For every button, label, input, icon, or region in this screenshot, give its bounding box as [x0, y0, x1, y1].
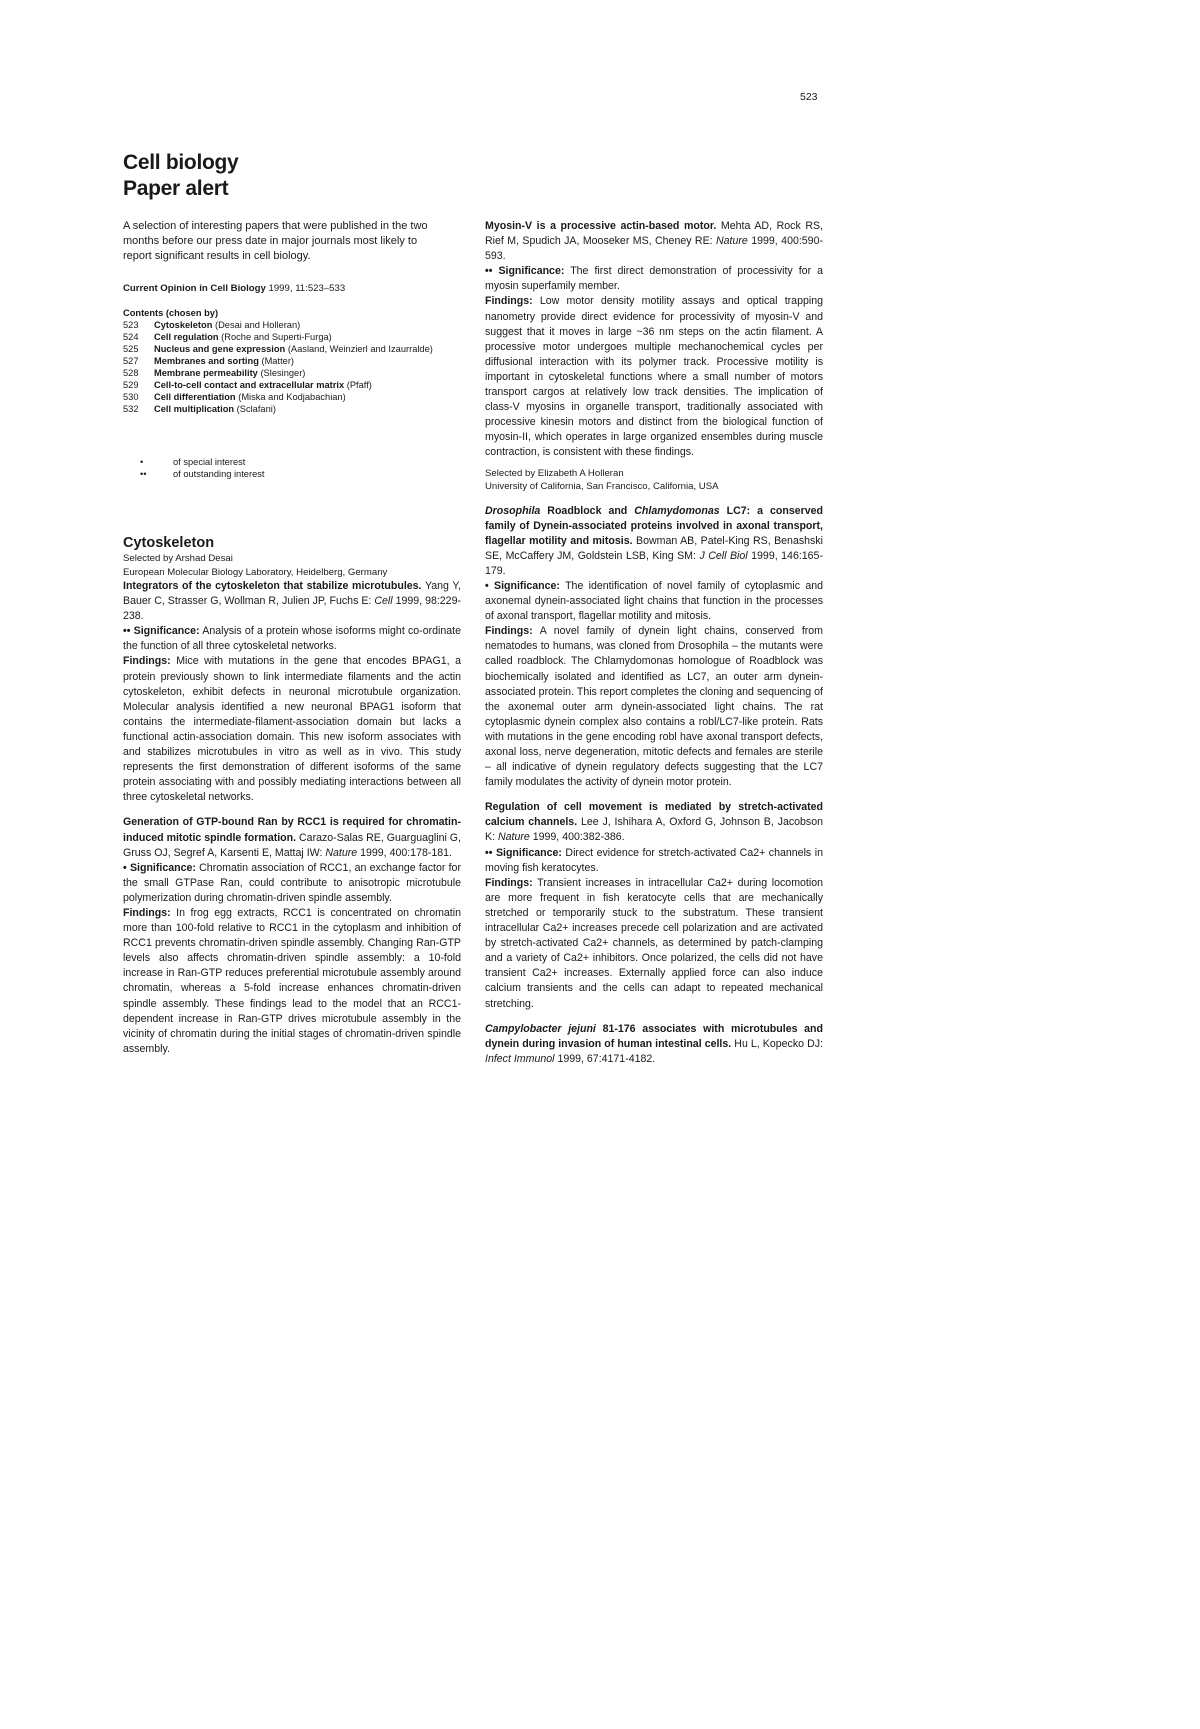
contents-item	[123, 355, 453, 367]
paper-title: Integrators of the cytoskeleton that stabilize microtubules.	[123, 580, 422, 592]
findings-text: Mice with mutations in the gene that encodes BPAG1, a protein previously shown to link intermediate filaments and the actin cytoskeleton, exhibit defects in neuronal microtubule organization. Molecular analysis identified a new neuronal BPAG1 isoform that contains the intermediate-filament-association domain but lacks a functional actin-association domain. This new isoform associates with and stabilizes microtubules in vitro as well as in vivo. This study represents the first demonstration of different isoforms of the same protein associating with and possibly mediating interactions between all three cytoskeletal networks.	[123, 655, 461, 804]
contents-editors: (Slesinger)	[260, 368, 306, 378]
paper-journal: Nature	[325, 846, 358, 859]
contents-entry	[154, 319, 453, 331]
findings-text: Low motor density motility assays and optical trapping nanometry provide direct evidence for processivity of myosin-V and suggest that it moves in large ~36 nm steps on the actin filament. A processive motor undergoes multiple mechanochemical cycles per diffusional interaction with its polymer track. Processive motility is important in cytoskeletal functions where a small number of motors transport cargos at relatively low track densities. The implication of class-V myosins in organelle transport, traditionally associated with processive kinesin motors and distinct from the biological function of myosin-II, which operates in large organized ensembles during muscle contraction, is consistent with these findings.	[485, 295, 823, 459]
paper-entry	[123, 815, 461, 1057]
contents-editors: (Pfaff)	[346, 380, 372, 390]
findings-text: In frog egg extracts, RCC1 is concentrated on chromatin more than 100-fold relative to RCC1 in the cytoplasm and inhibition of RCC1 prevents chromatin-driven spindle assembly. Changing Ran-GTP levels also affects chromatin-driven spindle assembly: a 10-fold increase in Ran-GTP reduces preferential microtubule assembly around chromatin, whereas a 5-fold increase enhances chromatin-driven spindle assembly. These findings lead to the model that an RCC1-dependent increase in Ran-GTP drives microtubule assembly in the vicinity of chromatin during the initial stages of chromatin-driven spindle assembly.	[123, 906, 461, 1055]
contents-item	[123, 343, 453, 355]
significance-label: Significance:	[498, 265, 565, 278]
contents-item	[123, 403, 453, 415]
column-affiliation: University of California, San Francisco, California, USA	[485, 481, 719, 492]
section-title: Cytoskeleton	[123, 535, 215, 551]
section-selected-by: Selected by Arshad Desai	[123, 553, 233, 564]
significance-text: Chromatin association of RCC1, an exchange factor for the small GTPase Ran, could contribute to anisotropic microtubule polymerization during chromatin-driven spindle assembly.	[123, 861, 461, 904]
section-affiliation: European Molecular Biology Laboratory, Heidelberg, Germany	[123, 566, 388, 578]
contents-item	[123, 391, 453, 403]
significance-mark: ••	[123, 625, 131, 638]
paper-significance	[485, 264, 823, 294]
contents-editors: (Desai and Holleran)	[214, 320, 301, 330]
legend	[140, 456, 264, 480]
paper-entry	[485, 504, 823, 791]
significance-label: Significance:	[494, 579, 560, 592]
left-column	[123, 534, 461, 1067]
page-number: 523	[800, 91, 818, 103]
contents-entry	[154, 391, 453, 403]
paper-significance	[123, 861, 461, 906]
significance-label: Significance:	[133, 625, 200, 638]
right-column	[485, 219, 823, 1077]
contents-list	[123, 307, 453, 415]
column-selected-by: Selected by Elizabeth A Holleran	[485, 467, 624, 479]
paper-reference	[485, 219, 823, 264]
paper-significance	[123, 624, 461, 654]
title-line-2: Paper alert	[123, 177, 229, 200]
paper-journal: Nature	[716, 235, 748, 248]
title-line-1: Cell biology	[123, 151, 239, 174]
findings-text: Transient increases in intracellular Ca2+ during locomotion are more frequent in fish keratocyte cells that are mechanically stretched or temporarily stuck to the substratum. These transient intracellular Ca2+ increases precede cell polarization and are activated by stretch-activated Ca2+ channels, as determined by patch-clamping and a variety of Ca2+ inhibitors. Once polarized, the cells did not have transient Ca2+ increases. Externally applied force can also induce calcium transients and the cells can adapt to repeated mechanical stretching.	[485, 876, 823, 1010]
paper-year: 1999,	[751, 235, 778, 248]
paper-title: Regulation of cell movement is mediated by stretch-activated calcium channels.	[485, 801, 823, 829]
paper-journal: Infect Immunol	[485, 1052, 555, 1065]
paper-volume-pages: 98:229-238.	[123, 595, 461, 623]
significance-label: Significance:	[129, 861, 196, 874]
contents-item	[123, 379, 453, 391]
paper-title: Myosin-V is a processive actin-based motor.	[485, 220, 717, 232]
paper-significance	[485, 579, 823, 624]
contents-page: 528	[123, 368, 139, 378]
paper-authors: Yang Y, Bauer C, Strasser G, Wollman R, Julien JP, Fuchs E:	[123, 580, 461, 608]
contents-item	[123, 331, 453, 343]
paper-title-part: LC7: a conserved family of Dynein-associated proteins involved in axonal transport, flagellar motility and mitosis.	[485, 504, 823, 547]
legend-row	[140, 456, 264, 468]
findings-label: Findings:	[485, 295, 533, 308]
paper-year: 1999,	[395, 595, 423, 608]
contents-page: 532	[123, 404, 139, 414]
contents-editors: (Roche and Superti-Furga)	[221, 332, 332, 342]
journal-citation	[123, 283, 463, 294]
citation-details: 1999, 11:523–533	[268, 283, 346, 294]
intro-text: A selection of interesting papers that were published in the two months before our press date in major journals most likely to report significant results in cell biology.	[123, 220, 428, 263]
paper-authors: Carazo-Salas RE, Guarguaglini G, Gruss OJ, Segref A, Karsenti E, Mattaj IW:	[123, 831, 461, 859]
contents-entry	[154, 355, 453, 367]
page-title	[123, 150, 238, 202]
paper-volume-pages: 146:165-179.	[485, 549, 823, 577]
significance-mark: •	[123, 861, 127, 874]
significance-text: The first direct demonstration of processivity for a myosin superfamily member.	[485, 265, 823, 293]
paper-authors: Bowman AB, Patel-King RS, Benashski SE, McCaffery JM, Goldstein LSB, King SM:	[485, 534, 823, 562]
legend-symbol: ••	[140, 469, 147, 479]
paper-findings	[485, 624, 823, 790]
contents-editors: (Aasland, Weinzierl and Izaurralde)	[287, 344, 433, 354]
significance-mark: ••	[485, 265, 493, 278]
contents-page: 529	[123, 380, 139, 390]
contents-topic: Nucleus and gene expression	[154, 344, 286, 354]
significance-label: Significance:	[495, 846, 562, 859]
paper-authors: Lee J, Ishihara A, Oxford G, Johnson B, Jacobson K:	[485, 816, 823, 844]
contents-page: 524	[123, 332, 139, 342]
paper-reference	[485, 800, 823, 845]
contents-entry	[154, 343, 453, 355]
citation-journal: Current Opinion in Cell Biology	[123, 283, 266, 294]
significance-text: The identification of novel family of cytoplasmic and axonemal dynein-associated light chains that function in the processes of axonal transport, flagellar motility and mitosis.	[485, 579, 823, 623]
contents-page: 530	[123, 392, 139, 402]
contents-page: 525	[123, 344, 139, 354]
contents-page: 523	[123, 320, 139, 330]
contents-item	[123, 367, 453, 379]
paper-reference	[485, 504, 823, 579]
paper-volume-pages: 400:590-593.	[485, 235, 823, 263]
significance-text: Direct evidence for stretch-activated Ca2+ channels in moving fish keratocytes.	[485, 846, 823, 874]
significance-text: Analysis of a protein whose isoforms might co-ordinate the function of all three cytoskeletal networks.	[123, 625, 461, 653]
findings-text: A novel family of dynein light chains, conserved from nematodes to humans, was cloned from Drosophila – the mutants were called roadblock. The Chlamydomonas homologue of Roadblock was biochemically isolated and identified as LC7, an outer arm dynein-associated protein. This report completes the cloning and sequencing of the axonemal outer arm dynein-associated light chains. The rat cytoplasmic dynein complex also contains a robl/LC7-like protein. Rats with mutations in the gene encoding robl have axonal transport defects, axonal loss, nerve degeneration, mitotic defects and females are sterile – all indicative of dynein regulatory defects suggesting that the LC7 family modulates the activity of dynein motor protein.	[485, 625, 824, 789]
paper-title-organism: Drosophila	[485, 504, 541, 517]
paper-volume-pages: 400:382-386.	[562, 831, 625, 844]
contents-item	[123, 319, 453, 331]
contents-heading: Contents (chosen by)	[123, 308, 219, 318]
paper-findings	[123, 906, 461, 1057]
paper-title-organism: Campylobacter jejuni	[485, 1022, 596, 1035]
paper-title-organism: Chlamydomonas	[634, 504, 720, 517]
paper-entry	[485, 800, 823, 1011]
findings-label: Findings:	[485, 876, 533, 889]
legend-row	[140, 468, 264, 480]
contents-entry	[154, 403, 453, 415]
paper-year: 1999,	[360, 846, 387, 859]
paper-entry	[485, 1022, 823, 1067]
findings-label: Findings:	[485, 625, 533, 638]
legend-text: of outstanding interest	[173, 469, 265, 479]
paper-year: 1999,	[532, 831, 560, 844]
significance-mark: ••	[485, 846, 493, 859]
contents-editors: (Sclafani)	[236, 404, 276, 414]
paper-year: 1999,	[751, 549, 778, 562]
findings-label: Findings:	[123, 655, 171, 668]
contents-entry	[154, 379, 453, 391]
paper-volume-pages: 400:178-181.	[389, 846, 453, 859]
paper-journal: J Cell Biol	[699, 549, 748, 562]
paper-title: Generation of GTP-bound Ran by RCC1 is required for chromatin-induced mitotic spindle formation.	[123, 816, 461, 844]
paper-findings	[485, 876, 823, 1012]
paper-entry	[485, 219, 823, 461]
paper-authors: Mehta AD, Rock RS, Rief M, Spudich JA, Mooseker MS, Cheney RE:	[485, 220, 823, 248]
contents-entry	[154, 331, 453, 343]
contents-editors: (Matter)	[261, 356, 295, 366]
paper-title-part: Roadblock and	[540, 504, 635, 517]
contents-topic: Cell regulation	[154, 332, 219, 342]
contents-editors: (Miska and Kodjabachian)	[238, 392, 346, 402]
paper-findings	[485, 294, 823, 460]
paper-authors: Hu L, Kopecko DJ:	[734, 1037, 823, 1050]
paper-journal: Cell	[374, 595, 393, 608]
contents-topic: Membranes and sorting	[154, 356, 259, 366]
paper-title-part: 81-176 associates with microtubules and dynein during invasion of human intestinal cells.	[485, 1022, 823, 1050]
paper-reference	[123, 815, 461, 860]
contents-entry	[154, 367, 453, 379]
contents-topic: Membrane permeability	[154, 368, 258, 378]
paper-journal: Nature	[497, 831, 530, 844]
paper-significance	[485, 846, 823, 876]
legend-symbol: •	[140, 457, 144, 467]
paper-volume-pages: 67:4171-4182.	[586, 1052, 656, 1065]
findings-label: Findings:	[123, 906, 171, 919]
contents-page: 527	[123, 356, 139, 366]
paper-reference	[485, 1022, 823, 1067]
paper-year: 1999,	[557, 1052, 584, 1065]
contents-topic: Cell-to-cell contact and extracellular matrix	[154, 380, 345, 390]
paper-findings	[123, 654, 461, 805]
significance-mark: •	[485, 579, 489, 592]
contents-topic: Cell differentiation	[154, 392, 236, 402]
legend-text: of special interest	[173, 457, 246, 467]
paper-reference	[123, 579, 461, 624]
contents-topic: Cell multiplication	[154, 404, 235, 414]
contents-topic: Cytoskeleton	[154, 320, 213, 330]
paper-entry	[123, 579, 461, 805]
